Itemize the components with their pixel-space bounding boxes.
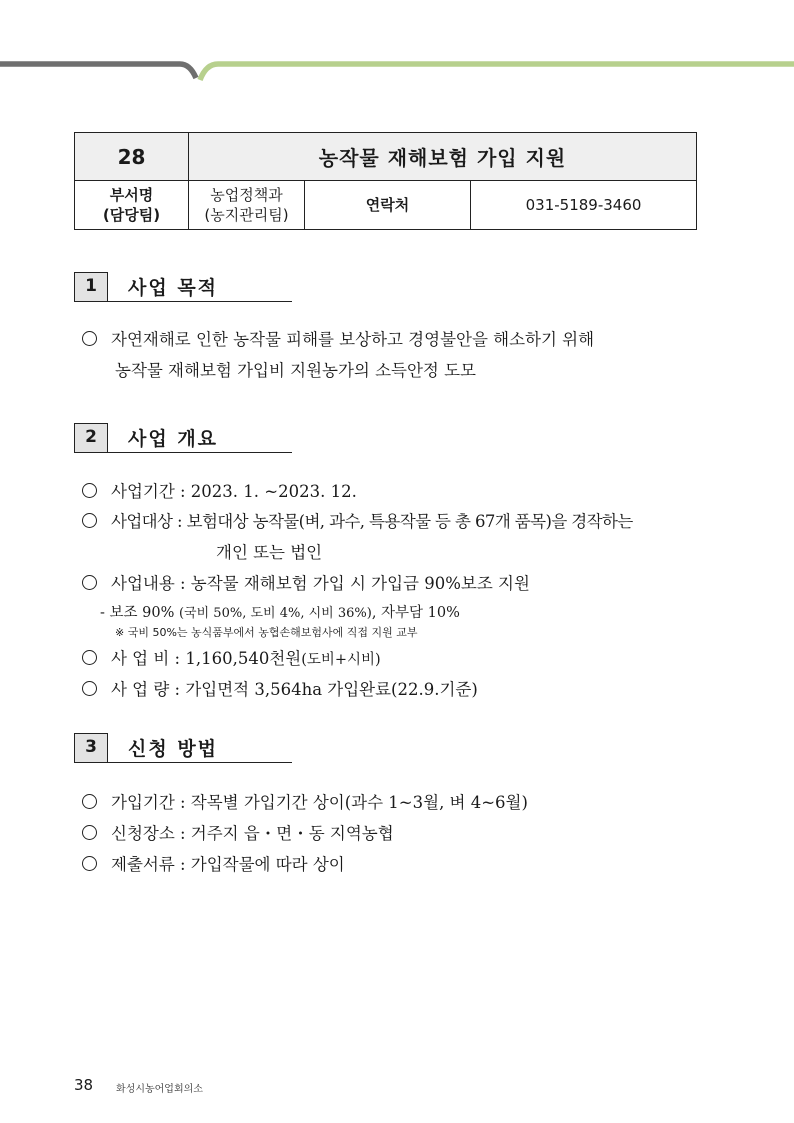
section-title: 사업 개요: [128, 428, 219, 450]
program-number: 28: [75, 133, 189, 181]
green-bar: [200, 64, 794, 80]
overview-target-cont: 개인 또는 법인: [216, 543, 323, 562]
contact-label: 연락처: [305, 181, 471, 230]
dept-value: 농업정책과 (농지관리팀): [189, 181, 305, 230]
page-number: 38: [74, 1076, 94, 1094]
overview-period: 사업기간 : 2023. 1. ~2023. 12.: [82, 478, 357, 502]
overview-target: 사업대상 : 보험대상 농작물(벼, 과수, 특용작물 등 총 67개 품목)을 경작하는: [82, 508, 633, 532]
purpose-line-1: 자연재해로 인한 농작물 피해를 보상하고 경영불안을 해소하기 위해: [82, 326, 594, 350]
bullet-circle-icon: [82, 331, 97, 346]
bullet-circle-icon: [82, 681, 97, 696]
apply-place: 신청장소 : 거주지 읍・면・동 지역농협: [82, 820, 394, 844]
bullet-circle-icon: [82, 825, 97, 840]
dept-label: 부서명 (담당팀): [75, 181, 189, 230]
header-decoration: [0, 0, 794, 90]
bullet-circle-icon: [82, 513, 97, 528]
overview-content: 사업내용 : 농작물 재해보험 가입 시 가입금 90%보조 지원: [82, 570, 530, 594]
contact-value: 031-5189-3460: [471, 181, 697, 230]
section-title: 신청 방법: [128, 738, 219, 760]
footer-organization: 화성시농어업회의소: [116, 1084, 203, 1095]
section-number: 2: [74, 423, 108, 453]
section-number: 3: [74, 733, 108, 763]
overview-note: ※ 국비 50%는 농식품부에서 농협손해보험사에 직접 지원 교부: [115, 626, 418, 639]
bullet-circle-icon: [82, 794, 97, 809]
overview-volume: 사 업 량 : 가입면적 3,564ha 가입완료(22.9.기준): [82, 676, 478, 700]
section-title: 사업 목적: [128, 277, 219, 299]
bullet-circle-icon: [82, 650, 97, 665]
bullet-circle-icon: [82, 483, 97, 498]
gray-bar: [0, 64, 196, 78]
program-title: 농작물 재해보험 가입 지원: [189, 133, 697, 181]
purpose-line-2: 농작물 재해보험 가입비 지원농가의 소득안정 도모: [115, 361, 476, 380]
section-heading-purpose: [74, 272, 292, 302]
program-header-table: [74, 132, 697, 230]
apply-docs: 제출서류 : 가입작물에 따라 상이: [82, 851, 345, 875]
bullet-circle-icon: [82, 575, 97, 590]
section-heading-apply: [74, 733, 292, 763]
overview-subsidy: - 보조 90% (국비 50%, 도비 4%, 시비 36%), 자부담 10%: [100, 605, 460, 621]
section-heading-overview: [74, 423, 292, 453]
section-number: 1: [74, 272, 108, 302]
bullet-circle-icon: [82, 856, 97, 871]
apply-period: 가입기간 : 작목별 가입기간 상이(과수 1~3월, 벼 4~6월): [82, 789, 528, 813]
overview-budget: 사 업 비 : 1,160,540천원(도비+시비): [82, 645, 381, 669]
